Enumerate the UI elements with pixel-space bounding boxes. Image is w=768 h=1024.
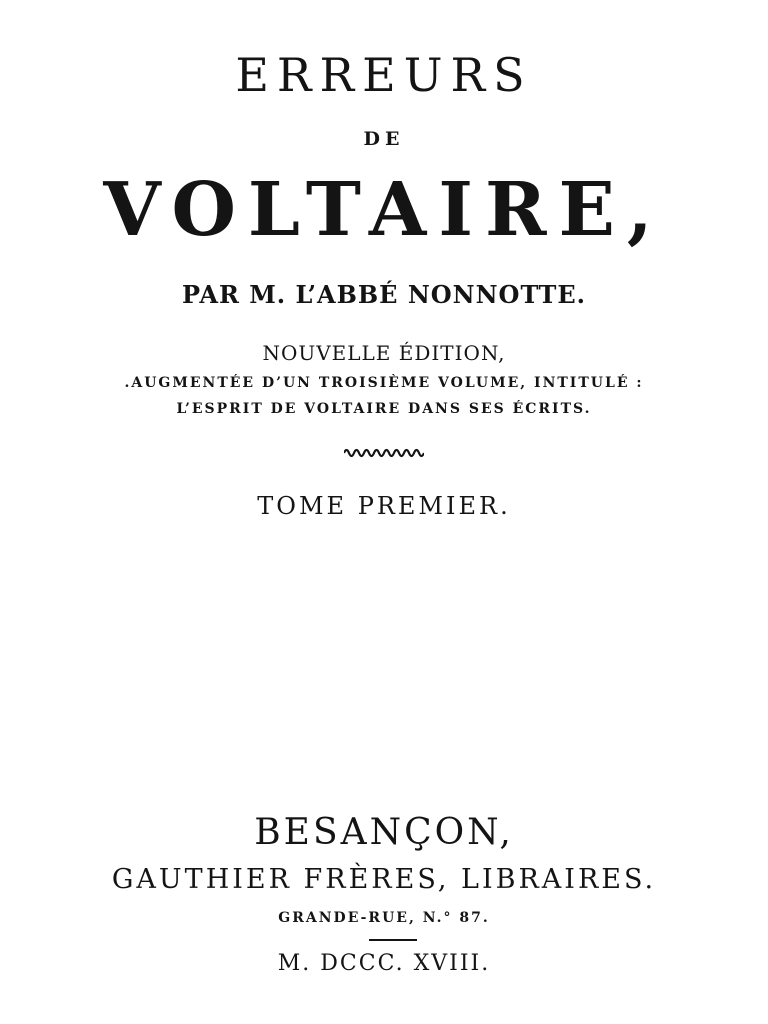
edition-line: NOUVELLE ÉDITION,	[262, 341, 506, 365]
ornament-icon	[344, 447, 424, 459]
augmentation-line: .AUGMENTÉE D’UN TROISIÈME VOLUME, INTITULÉ :	[124, 375, 644, 391]
imprint-rule	[369, 939, 417, 941]
imprint-date: M. DCCC. XVIII.	[277, 951, 491, 976]
ornament-divider	[0, 447, 768, 459]
book-title: ERREURS	[235, 48, 533, 102]
imprint-city: BESANÇON,	[254, 812, 514, 853]
subject-name: VOLTAIRE,	[103, 167, 665, 253]
imprint-publisher: GAUTHIER FRÈRES, LIBRAIRES.	[111, 864, 657, 895]
author-line: PAR M. L’ABBÉ NONNOTTE.	[182, 280, 586, 309]
title-connector: DE	[363, 128, 405, 150]
volume-label: TOME PREMIER.	[257, 492, 511, 520]
imprint-address: GRANDE-RUE, N.° 87.	[278, 910, 490, 926]
esprit-line: L’ESPRIT DE VOLTAIRE DANS SES ÉCRITS.	[176, 401, 592, 417]
